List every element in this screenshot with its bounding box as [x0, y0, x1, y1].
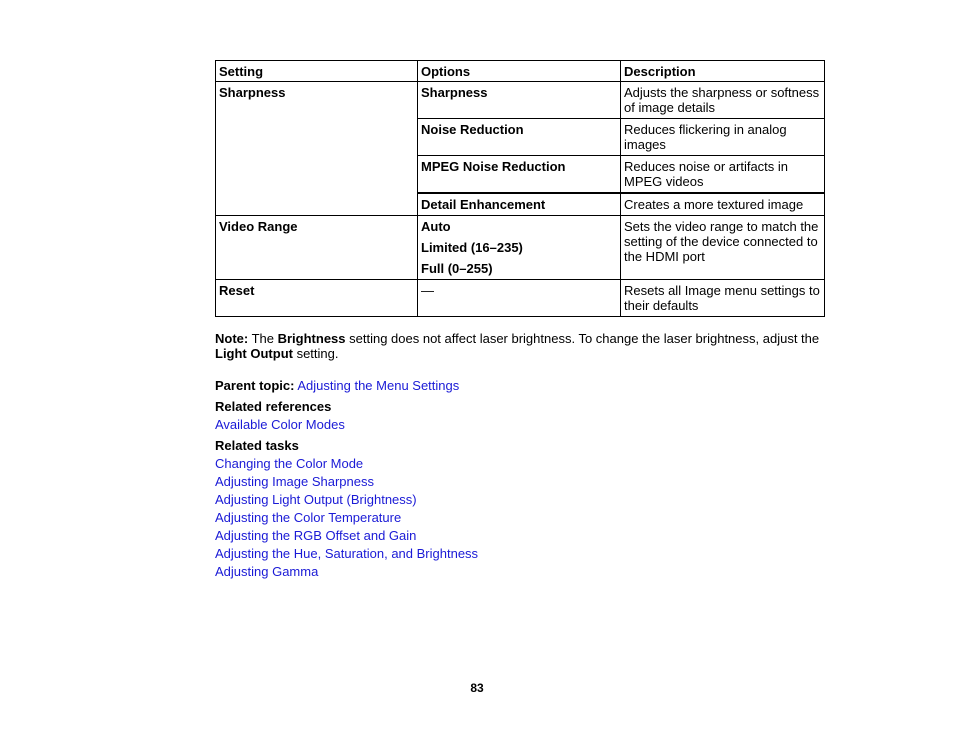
reference-link-available-color-modes[interactable]: Available Color Modes	[215, 417, 345, 432]
description-cell: Adjusts the sharpness or softness of image details	[621, 82, 825, 119]
task-link-adjusting-color-temperature[interactable]: Adjusting the Color Temperature	[215, 510, 402, 525]
option-cell: MPEG Noise Reduction	[418, 156, 621, 194]
table-row	[216, 280, 825, 317]
task-link-adjusting-hue-saturation-brightness[interactable]: Adjusting the Hue, Saturation, and Brightness	[215, 546, 479, 561]
image-settings-table	[215, 60, 825, 317]
note-text: setting.	[292, 346, 339, 361]
related-references-heading: Related references	[215, 399, 332, 414]
related-tasks-heading: Related tasks	[215, 438, 299, 453]
setting-cell-sharpness: Sharpness	[216, 82, 418, 216]
table-row	[216, 82, 825, 119]
description-cell: Sets the video range to match the setting of the device connected to the HDMI port	[621, 216, 825, 280]
setting-cell-reset: Reset	[216, 280, 418, 317]
note-text: The	[248, 331, 278, 346]
note-bold-brightness: Brightness	[277, 331, 346, 346]
task-link-adjusting-image-sharpness[interactable]: Adjusting Image Sharpness	[215, 474, 374, 489]
table-row	[216, 216, 825, 280]
task-link-changing-color-mode[interactable]: Changing the Color Mode	[215, 456, 364, 471]
option-cell	[418, 216, 621, 280]
note-bold-light-output: Light Output	[215, 346, 293, 361]
option-auto: Auto	[421, 219, 451, 234]
page-number: 83	[470, 681, 484, 695]
column-header-description: Description	[621, 61, 825, 82]
task-link-adjusting-rgb-offset-gain[interactable]: Adjusting the RGB Offset and Gain	[215, 528, 417, 543]
note-label: Note:	[215, 331, 249, 346]
column-header-options: Options	[418, 61, 621, 82]
description-cell: Creates a more textured image	[621, 193, 825, 216]
parent-topic	[215, 377, 825, 395]
related-links-section	[215, 377, 825, 581]
option-cell: Detail Enhancement	[418, 193, 621, 216]
note-text: setting does not affect laser brightness. To change the laser brightness, adjust the	[345, 331, 820, 346]
option-cell: Sharpness	[418, 82, 621, 119]
column-header-setting: Setting	[216, 61, 418, 82]
task-link-adjusting-gamma[interactable]: Adjusting Gamma	[215, 564, 319, 579]
option-limited: Limited (16–235)	[421, 240, 523, 255]
task-link-adjusting-light-output[interactable]: Adjusting Light Output (Brightness)	[215, 492, 417, 507]
option-full: Full (0–255)	[421, 261, 493, 276]
description-cell: Reduces noise or artifacts in MPEG videos	[621, 156, 825, 194]
description-cell: Resets all Image menu settings to their defaults	[621, 280, 825, 317]
table-header-row	[216, 61, 825, 82]
parent-topic-label: Parent topic:	[215, 378, 295, 393]
option-cell: —	[418, 280, 621, 317]
settings-table-container	[215, 60, 824, 317]
option-cell: Noise Reduction	[418, 119, 621, 156]
description-cell: Reduces flickering in analog images	[621, 119, 825, 156]
setting-cell-video-range: Video Range	[216, 216, 418, 280]
note-paragraph	[215, 331, 825, 361]
parent-topic-link[interactable]: Adjusting the Menu Settings	[297, 378, 460, 393]
